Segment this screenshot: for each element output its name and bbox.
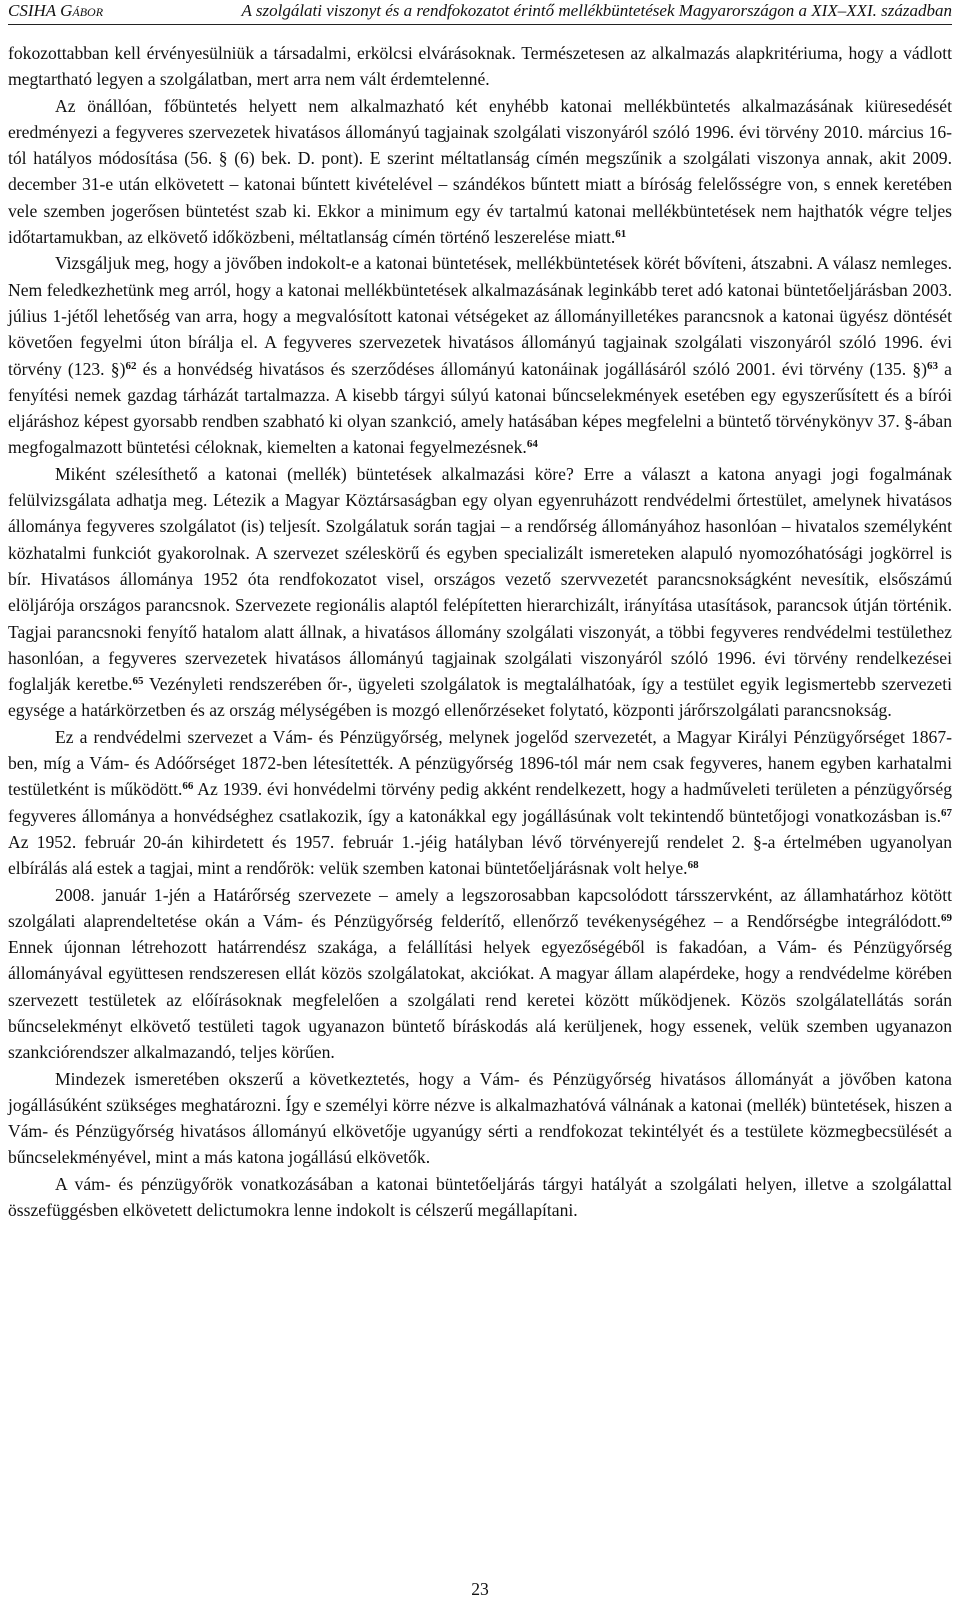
paragraph [8, 250, 952, 460]
paragraph-text: Miként szélesíthető a katonai (mellék) büntetések alkalmazási köre? Erre a választ a katona anyagi jogi fogalmának felülvizsgálata adhatja meg. Létezik a Magyar Köztársaságban egy olyan egyenruházott rendvédelmi őrtestület, amelynek hivatásos állománya fegyveres szolgálatot (is) teljesít. Szolgálatuk során tagjai – a rendőrség állományához hasonlóan – hivatalos személyként közhatalmi funkciót gyakorolnak. A szervezet széleskörű és egyben specializált ismereteken alapuló nyomozóhatósági jogkörrel is bír. Hivatásos állománya 1952 óta rendfokozatot visel, országos vezető szervvezetét parancsnokságként nevesítik, elsőszámú elöljárója országos parancsnok. Szervezete regionális alaptól felépítetten hierarchizált, irányítása utasítások, parancsok útján történik. Tagjai parancsnoki fenyítő hatalom alatt állnak, a hivatásos állomány szolgálati viszonyát, a többi fegyveres rendvédelmi testülethez hasonlóan, a fegyveres szervezetek hivatásos állományú tagjainak szolgálati viszonyáról szóló 1996. évi törvény rendelkezései foglalják keretbe. [8, 463, 952, 695]
paragraph-text: Ennek újonnan létrehozott határrendész szakága, a felállítási helyek egyezőségéből is fakadóan, a Vám- és Pénzügyőrség állományával együttesen rendszeresen ellát közös szolgálatokat, akciókat. A magyar állam alapérdeke, hogy a rendvédelme körében szervezett testületek az előírásoknak megfelelően a szolgálati rend keretei között működjenek. Közös szolgálatellátás során bűncselekményt elkövető testületi tagok ugyanazon büntető bíráskodás alá kerüljenek, hogy essenek, velük szemben ugyanazon szankciórendszer alkalmazandó, teljes körűen. [8, 937, 952, 1063]
page-number: 23 [471, 1579, 489, 1599]
paragraph-text: 2008. január 1-jén a Határőrség szervezete – amely a legszorosabban kapcsolódott társszervként, az államhatárhoz kötött szolgálati alaprendeltetése okán a Vám- és Pénzügyőrség felderítő, ellenőrző tevékenységéhez – a Rendőrségbe integrálódott. [8, 884, 952, 931]
paragraph-text: A vám- és pénzügyőrök vonatkozásában a katonai büntetőeljárás tárgyi hatályát a szolgálati helyen, illetve a szolgálattal összefüggésben elkövetett delictumokra lenne indokolt is célszerű megállapítani. [8, 1173, 952, 1221]
footnote-ref: 63 [926, 359, 938, 372]
footnote-ref: 64 [526, 438, 538, 451]
paragraph-text: és a honvédség hivatásos és szerződéses állományú katonáinak jogállásáról szóló 2001. évi törvény (135. §) [136, 358, 927, 379]
footnote-ref: 66 [182, 780, 194, 793]
footnote-ref: 65 [132, 675, 144, 688]
paragraph-text: Az 1952. február 20-án kihirdetett és 1957. február 1.-jéig hatályban lévő törvényerejű rendelet 2. §-a értelmében ugyanolyan elbírálás alá estek a tagjai, mint a rendőrök: velük szemben katonai büntetőeljárásnak volt helye. [8, 831, 952, 879]
paragraph-text: Mindezek ismeretében okszerű a következtetés, hogy a Vám- és Pénzügyőrség hivatásos állományát a jövőben katona jogállásúként szükséges meghatározni. Így e személyi körre nézve is alkalmazhatóvá válnának a katonai (mellék) büntetések, hiszen a Vám- és Pénzügyőrség hivatásos állományú elkövetője ugyanúgy sérti a rendfokozat tekintélyét és a testülete közmegbecsülését a bűncselekményével, mint a más katona jogállású elkövetők. [8, 1068, 952, 1168]
paragraph [8, 461, 952, 724]
paragraph-text: Vizsgáljuk meg, hogy a jövőben indokolt-e a katonai büntetések, mellékbüntetések körét bővíteni, átszabni. A válasz nemleges. Nem feledkezhetünk meg arról, hogy a katonai mellékbüntetések alkalmazásának leginkább teret adó katonai büntetőeljárásban 2003. július 1-jétől lehetőség van arra, hogy a megvalósított katonai vétségeket az állományilletékes parancsnok a katonai ügyész döntését követően fegyelmi úton bírálja el. A fegyveres szervezetek hivatásos állományú tagjainak szolgálati viszonyáról szóló 1996. évi törvény (123. §) [8, 253, 952, 379]
footnote-ref: 67 [941, 806, 952, 819]
footnote-ref: 68 [687, 859, 699, 872]
paragraph-text: Ez a rendvédelmi szervezet a Vám- és Pénzügyőrség, melynek jogelőd szervezetét, a Magyar Királyi Pénzügyőrséget 1867-ben, míg a Vám- és Adóőrséget 1872-ben létesítették. A pénzügyőrség 1896-tól már nem csak fegyveres, hanem egyben karhatalmi testületként is működött. [8, 726, 952, 800]
paragraph-text: a fenyítési nemek gazdag tárházát tartalmazza. A kisebb tárgyi súlyú katonai bűncselekmények esetében egy egyszerűsített és a bírói eljáráshoz képest gyorsabb rendben szabható ki olyan szankció, amely hatásában képes megfelelni a büntető törvénykönyv 37. §-ában megfogalmazott büntetési céloknak, kiemelten a katonai fegyelmezésnek. [8, 358, 952, 458]
paragraph [8, 1171, 952, 1224]
header-title: A szolgálati viszonyt és a rendfokozatot érintő mellékbüntetések Magyarországon a XIX–XXI. században [241, 1, 952, 20]
paragraph-text: Az 1939. évi honvédelmi törvény pedig akként rendelkezett, hogy a hadműveleti területen a pénzügyőrség fegyveres állománya a honvédséghez csatlakozik, így a katonákkal egy jogállásúnak volt tekintendő büntetőjogi vonatkozásban is. [8, 779, 952, 826]
paragraph [8, 882, 952, 1066]
paragraph-text: Vezényleti rendszerében őr-, ügyeleti szolgálatok is megtalálhatóak, így a testület egyik legismertebb szervezeti egysége a határkörzetben és az ország mélységében is mozgó ellenőrzéseket folytató, központi járőrszolgálati parancsnokság. [8, 674, 952, 721]
paragraph-text: fokozottabban kell érvényesülniük a társadalmi, erkölcsi elvárásoknak. Természetesen az alkalmazás alapkritériuma, hogy a vádlott megtartható legyen a szolgálatban, mert arra nem vált érdemtelenné. [8, 43, 952, 90]
footnote-ref: 61 [615, 228, 627, 241]
paragraph [8, 1066, 952, 1171]
header-author: CSIHA Gábor [8, 1, 104, 20]
footnote-ref: 62 [125, 359, 137, 372]
footnote-ref: 69 [941, 911, 952, 924]
paragraph [8, 93, 952, 251]
running-header [8, 0, 952, 25]
body-text [8, 40, 952, 1223]
paragraph [8, 40, 952, 93]
paragraph-text: Az önállóan, főbüntetés helyett nem alkalmazható két enyhébb katonai mellékbüntetés alkalmazásának kiüresedését eredményezi a fegyveres szervezetek hivatásos állományú tagjainak szolgálati viszonyáról szóló 1996. évi törvény 2010. március 16-tól hatályos módosítása (56. § (6) bek. D. pont). E szerint méltatlanság címén megszűnik a szolgálati viszonya annak, akit 2009. december 31-e után elkövetett – katonai bűntett kivételével – szándékos bűntett miatt a bíróság felelősségre von, s ennek keretében vele szemben jogerősen büntetést szab ki. Ekkor a minimum egy év tartalmú katonai mellékbüntetések nem hajthatók végre teljes időtartamukban, az elkövető időközbeni, méltatlanság címén történő leszerelése miatt. [8, 95, 952, 248]
paragraph [8, 724, 952, 882]
